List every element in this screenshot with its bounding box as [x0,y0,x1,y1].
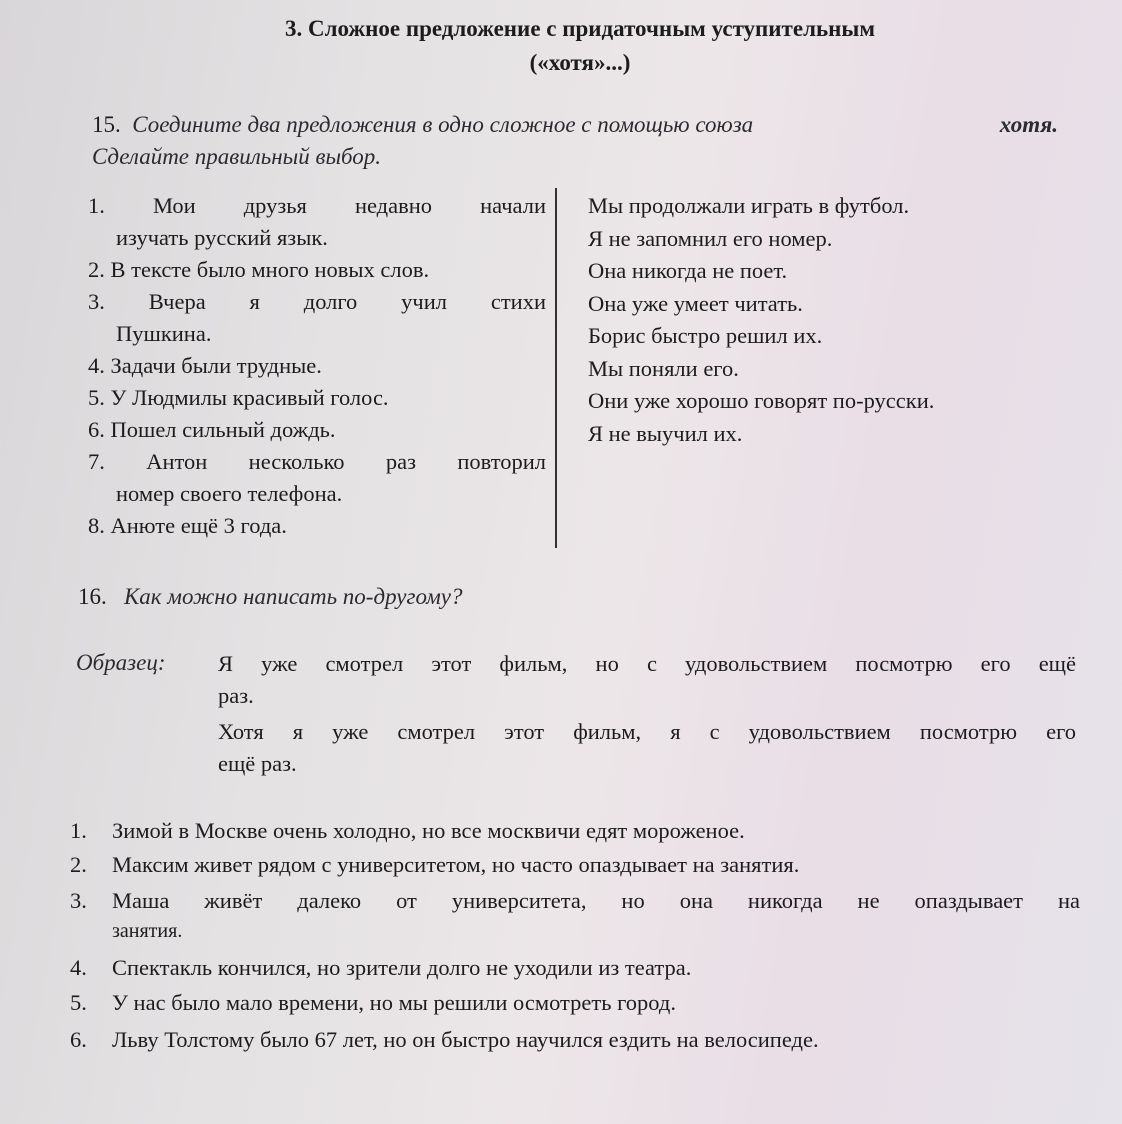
right-sentence: Мы поняли его. [588,355,739,381]
section-heading: 3. Сложное предложение с придаточным уступительным [284,16,876,41]
left-sentence: 7. Антон несколько раз повторил [88,449,546,474]
item-number: 6. [70,1027,87,1052]
sample-sentence-2-cont: ещё раз. [218,751,297,776]
left-sentence: 3. Вчера я долго учил стихи [88,289,546,314]
left-sentence: 6. Пошел сильный дождь. [88,417,336,442]
section-subheading: («хотя»...) [529,50,631,75]
left-sentence: 2. В тексте было много новых слов. [88,257,430,282]
right-sentence: Она уже умеет читать. [588,290,803,316]
instruction-text-2: Сделайте правильный выбор. [92,144,382,169]
exercise-15-instruction [92,112,1058,138]
right-sentence: Я не запомнил его номер. [588,225,833,251]
sample-sentence-2: Хотя я уже смотрел этот фильм, я с удовольствием посмотрю его [218,719,1076,744]
exercise-number: 16. [78,584,107,609]
item-number: 2. [70,852,87,877]
right-sentence: Мы продолжали играть в футбол. [588,193,910,218]
instruction-text: Как можно написать по-другому? [124,584,463,609]
left-sentence-cont: номер своего телефона. [116,481,343,506]
right-sentence: Я не выучил их. [588,420,743,446]
right-sentence: Борис быстро решил их. [588,323,823,348]
exercise-number: 15. [92,112,121,137]
item-sentence: У нас было мало времени, но мы решили осмотреть город. [112,990,676,1015]
left-sentence: 8. Анюте ещё 3 года. [88,513,287,538]
sample-sentence-1: Я уже смотрел этот фильм, но с удовольствием посмотрю его ещё [218,651,1076,676]
exercise-16-instruction [78,584,462,610]
column-divider [555,188,557,548]
item-number: 1. [70,818,87,843]
left-sentence: 1. Мои друзья недавно начали [88,193,546,218]
item-number: 4. [70,955,87,980]
item-sentence: Зимой в Москве очень холодно, но все москвичи едят мороженое. [112,818,745,843]
left-sentence-cont: изучать русский язык. [116,225,328,250]
sample-label: Образец: [76,650,166,675]
sample-sentence-1-cont: раз. [218,683,254,708]
left-sentence: 4. Задачи были трудные. [88,353,322,378]
item-sentence-cont: занятия. [112,920,183,942]
right-sentence: Они уже хорошо говорят по-русски. [588,388,935,413]
right-sentence: Она никогда не поет. [588,258,788,283]
item-sentence: Льву Толстому было 67 лет, но он быстро научился ездить на велосипеде. [112,1027,819,1052]
item-sentence: Спектакль кончился, но зрители долго не уходили из театра. [112,955,692,980]
keyword: хотя. [999,112,1058,137]
item-sentence: Маша живёт далеко от университета, но она никогда не опаздывает на [112,888,1080,913]
item-sentence: Максим живет рядом с университетом, но часто опаздывает на занятия. [112,852,800,877]
item-number: 3. [70,888,87,913]
instruction-text: Соедините два предложения в одно сложное с помощью союза [132,112,754,137]
left-sentence-cont: Пушкина. [116,321,212,346]
left-sentence: 5. У Людмилы красивый голос. [88,385,389,410]
item-number: 5. [70,990,87,1015]
